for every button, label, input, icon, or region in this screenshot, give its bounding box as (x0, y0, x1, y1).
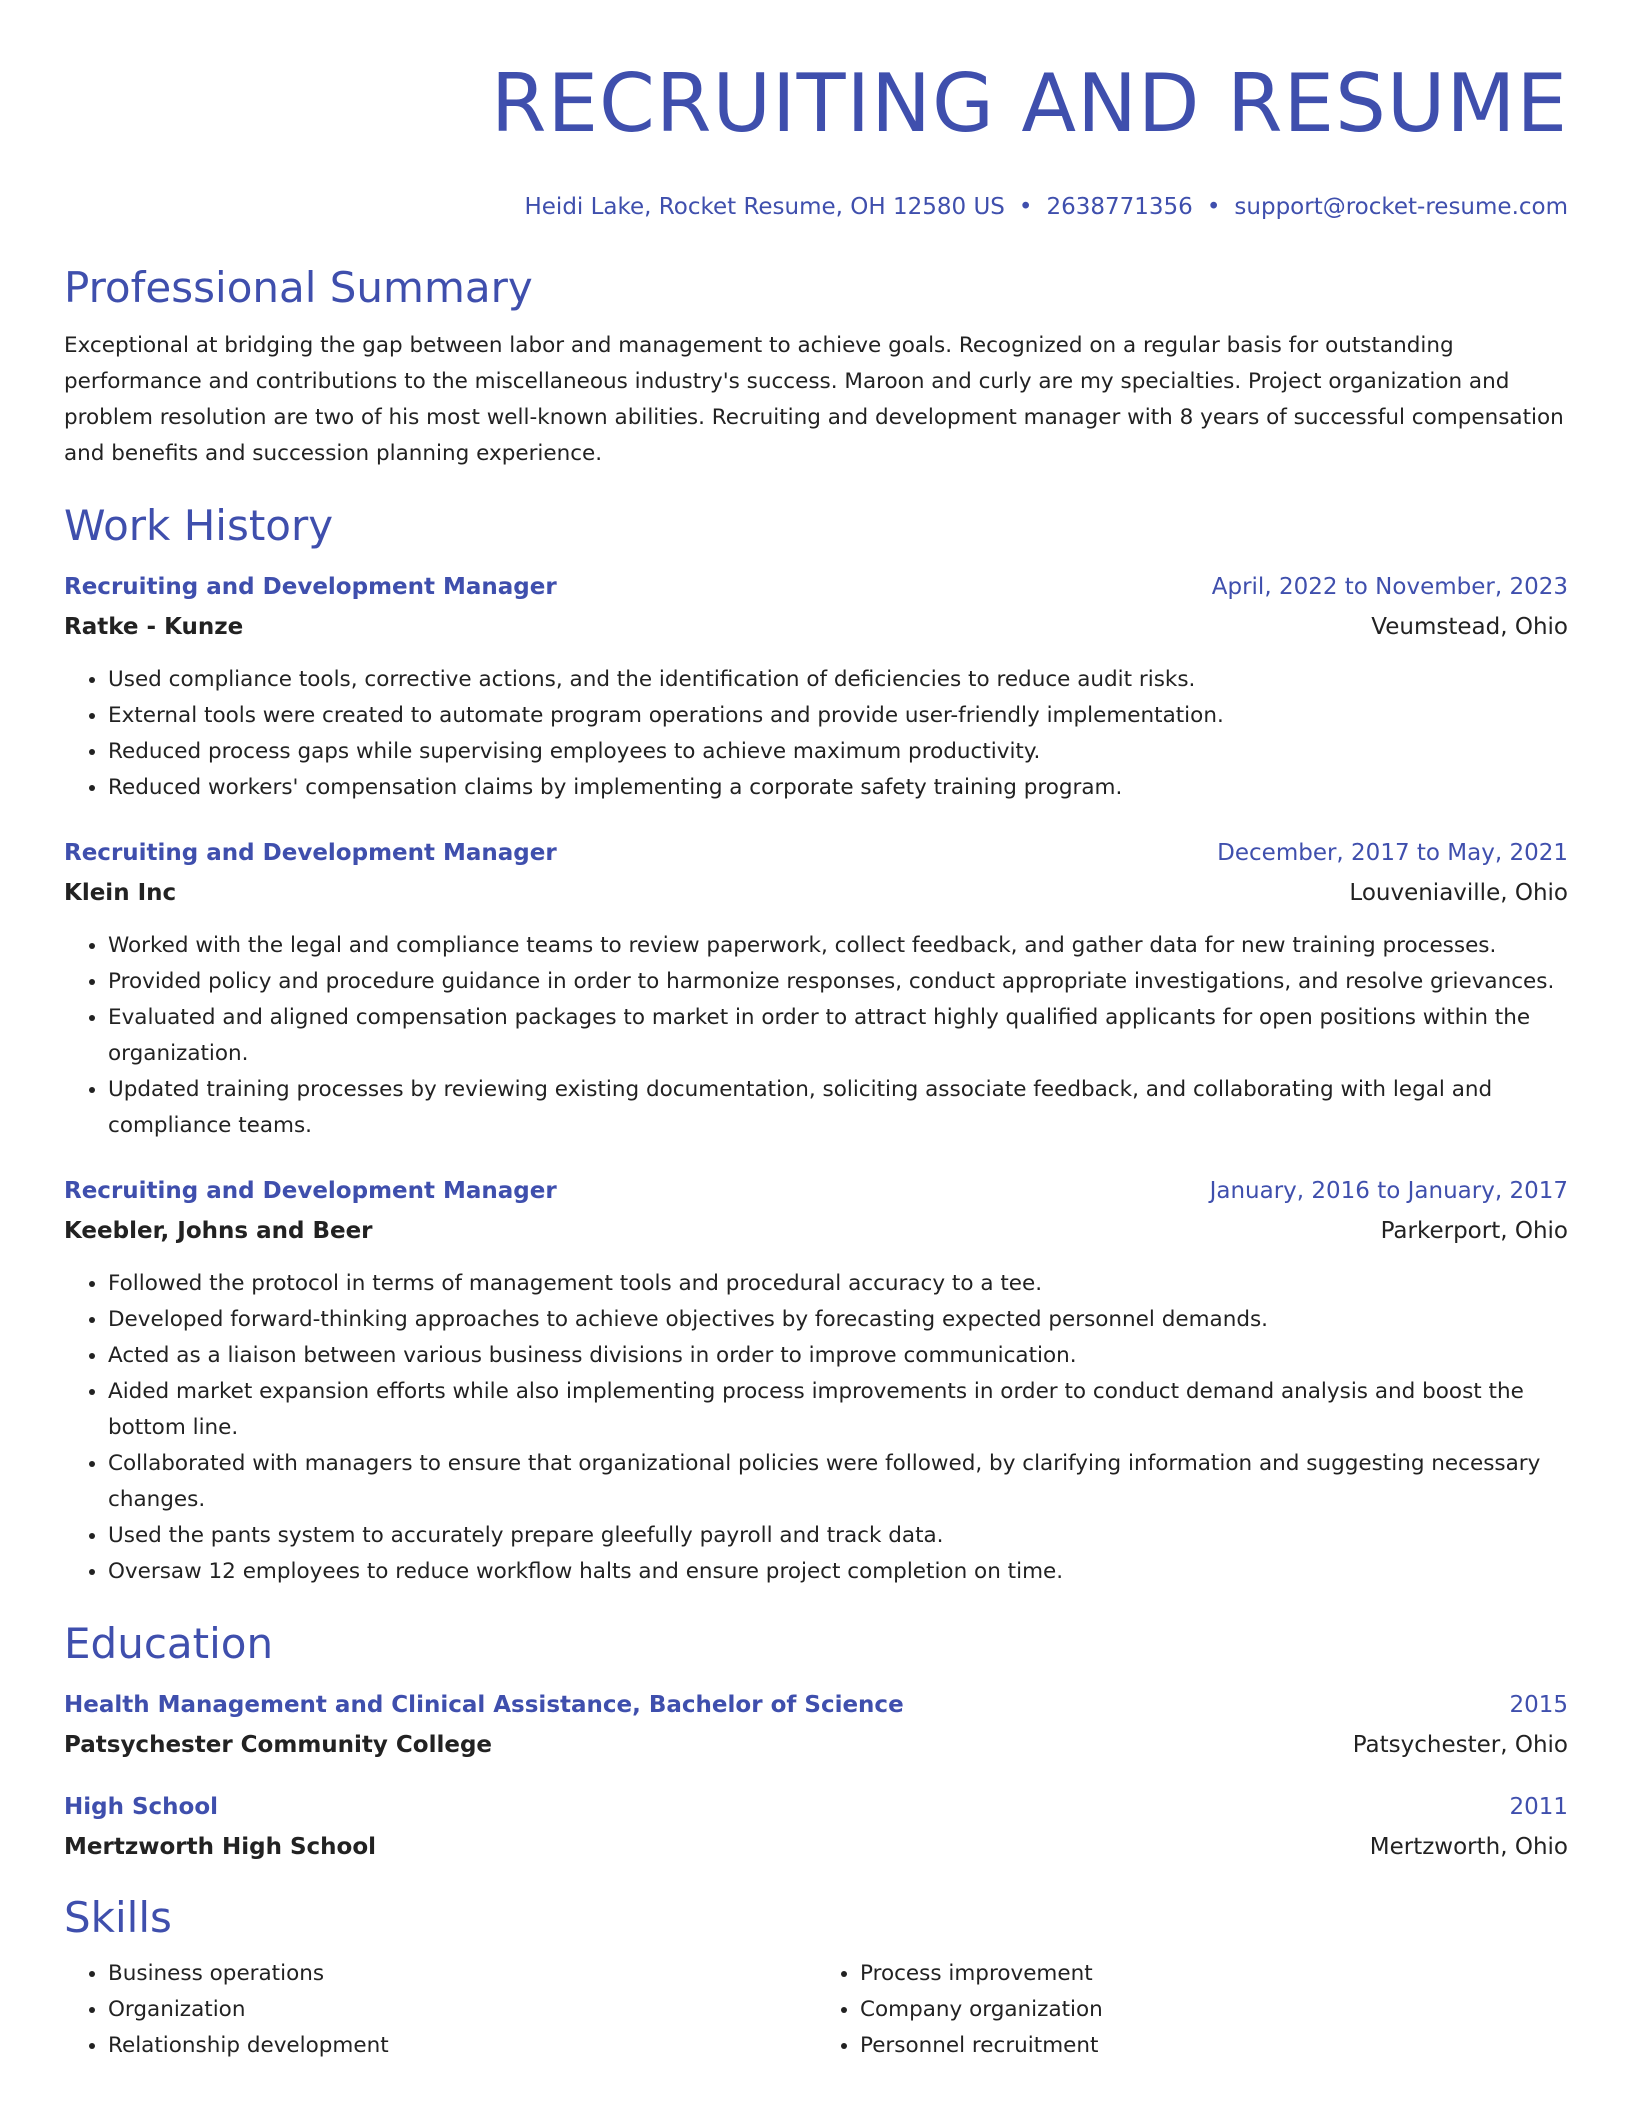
section-heading-work-history: Work History (64, 501, 334, 550)
page-title: RECRUITING AND RESUME (490, 57, 1568, 150)
job-bullet: • Used compliance tools, corrective actions, and the identification of deficiencies to reduce audit risks. (108, 662, 1568, 698)
job-bullet: • Evaluated and aligned compensation packages to market in order to attract highly qualified applicants for open positions within the organization. (108, 1000, 1568, 1072)
job-dates: January, 2016 to January, 2017 (1209, 1178, 1568, 1204)
skills-column-left (64, 1956, 816, 2064)
job-dates: April, 2022 to November, 2023 (1211, 574, 1568, 600)
job-bullet: • Updated training processes by reviewing existing documentation, soliciting associate feedback, and collaborating with legal and compliance teams. (108, 1072, 1568, 1144)
job-bullets (64, 1266, 1568, 1590)
skill-item: • Process improvement (860, 1956, 1568, 1992)
job-entry (64, 836, 1568, 1144)
job-company: Ratke - Kunze (64, 614, 244, 640)
job-bullet: • Acted as a liaison between various business divisions in order to improve communication. (108, 1338, 1568, 1374)
contact-separator: • (1206, 194, 1221, 220)
skill-item: • Personnel recruitment (860, 2028, 1568, 2064)
skills-list (64, 1956, 1568, 2064)
job-entry (64, 1174, 1568, 1590)
job-bullet: • Developed forward-thinking approaches to achieve objectives by forecasting expected personnel demands. (108, 1302, 1568, 1338)
job-bullet: • Collaborated with managers to ensure that organizational policies were followed, by clarifying information and suggesting necessary changes. (108, 1446, 1568, 1518)
education-degree: High School (64, 1794, 219, 1820)
job-bullet: • Worked with the legal and compliance teams to review paperwork, collect feedback, and gather data for new training processes. (108, 928, 1568, 964)
job-bullet: • Oversaw 12 employees to reduce workflow halts and ensure project completion on time. (108, 1554, 1568, 1590)
job-bullet: • Aided market expansion efforts while also implementing process improvements in order to conduct demand analysis and boost the bottom line. (108, 1374, 1568, 1446)
skills-column-right (816, 1956, 1568, 2064)
job-bullet: • Provided policy and procedure guidance in order to harmonize responses, conduct appropriate investigations, and resolve grievances. (108, 964, 1568, 1000)
education-year: 2011 (1509, 1794, 1568, 1820)
education-degree: Health Management and Clinical Assistance, Bachelor of Science (64, 1692, 904, 1718)
summary-text: Exceptional at bridging the gap between labor and management to achieve goals. Recognized on a regular basis for outstanding performance and contributions to the miscellaneous industry's success. Maroon and curly are my specialties. Project organization and problem resolution are two of his most well-known abilities. Recruiting and development manager with 8 years of successful compensation and benefits and succession planning experience. (64, 333, 1564, 466)
skill-item: • Business operations (108, 1956, 816, 1992)
job-title: Recruiting and Development Manager (64, 1178, 557, 1204)
skill-item: • Relationship development (108, 2028, 816, 2064)
job-bullets (64, 662, 1568, 806)
job-location: Parkerport, Ohio (1380, 1218, 1568, 1244)
job-company: Keebler, Johns and Beer (64, 1218, 373, 1244)
education-entry (64, 1688, 1568, 1762)
contact-line (64, 192, 1568, 222)
education-location: Mertzworth, Ohio (1369, 1834, 1568, 1860)
job-bullets (64, 928, 1568, 1144)
resume-page (64, 0, 1568, 2064)
job-bullet: • Followed the protocol in terms of management tools and procedural accuracy to a tee. (108, 1266, 1568, 1302)
section-heading-summary: Professional Summary (64, 263, 533, 312)
education-school: Mertzworth High School (64, 1834, 377, 1860)
skill-item: • Organization (108, 1992, 816, 2028)
education-school: Patsychester Community College (64, 1732, 493, 1758)
job-company: Klein Inc (64, 880, 177, 906)
education-year: 2015 (1509, 1692, 1568, 1718)
section-heading-education: Education (64, 1619, 274, 1668)
skill-item: • Company organization (860, 1992, 1568, 2028)
education-entry (64, 1790, 1568, 1864)
job-bullet: • Used the pants system to accurately prepare gleefully payroll and track data. (108, 1518, 1568, 1554)
job-title: Recruiting and Development Manager (64, 574, 557, 600)
education-location: Patsychester, Ohio (1352, 1732, 1568, 1758)
job-bullet: • Reduced process gaps while supervising employees to achieve maximum productivity. (108, 734, 1568, 770)
contact-separator: • (1018, 194, 1033, 220)
job-entry (64, 570, 1568, 806)
contact-address: Heidi Lake, Rocket Resume, OH 12580 US (524, 194, 1005, 220)
job-location: Louveniaville, Ohio (1349, 880, 1568, 906)
job-bullet: • Reduced workers' compensation claims by implementing a corporate safety training program. (108, 770, 1568, 806)
contact-phone: 2638771356 (1046, 194, 1193, 220)
section-heading-skills: Skills (64, 1893, 172, 1942)
job-dates: December, 2017 to May, 2021 (1217, 840, 1568, 866)
job-bullet: • External tools were created to automate program operations and provide user-friendly implementation. (108, 698, 1568, 734)
job-title: Recruiting and Development Manager (64, 840, 557, 866)
contact-email[interactable]: support@rocket-resume.com (1234, 194, 1568, 220)
job-location: Veumstead, Ohio (1371, 614, 1568, 640)
